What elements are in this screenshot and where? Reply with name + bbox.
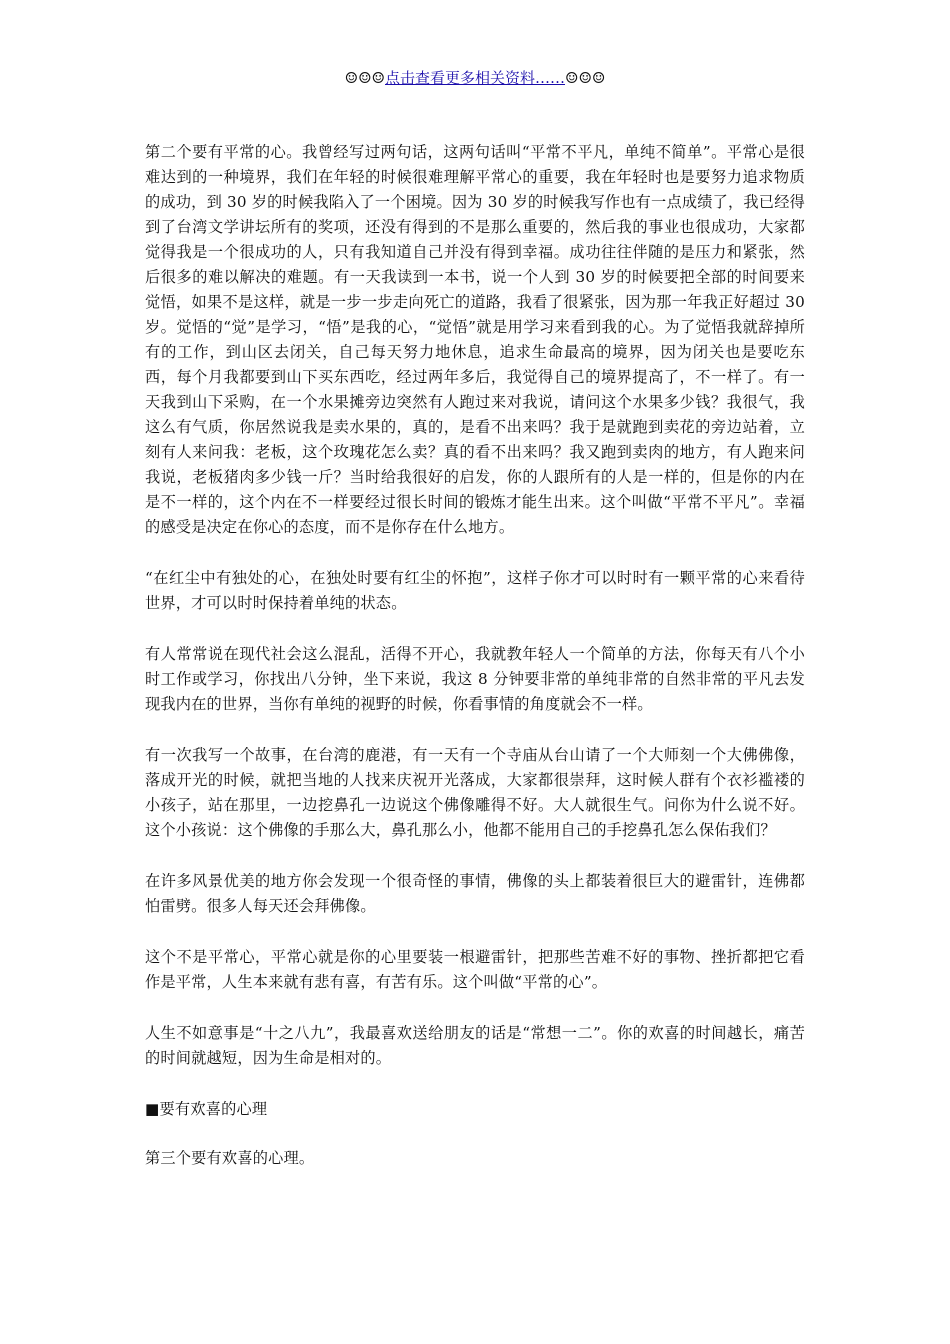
paragraph-ordinary-mind: 第二个要有平常的心。我曾经写过两句话，这两句话叫“平常不平凡，单纯不简单”。平常心是很难达到的一种境界，我们在年轻的时候很难理解平常心的重要，我在年轻时也是要努力追求物质的成功，到 30 岁的时候我陷入了一个困境。因为 30 岁的时候我写作也有一点成绩了，我已经得到了台湾文学讲坛所有的奖项，还没有得到的不是那么重要的，然后我的事业也很成功，大家都觉得我是一个很成功的人，只有我知道自己并没有得到幸福。成功往往伴随的是压力和紧张，然后很多的难以解决的难题。有一天我读到一本书，说一个人到 30 岁的时候要把全部的时间要来觉悟，如果不是这样，就是一步一步走向死亡的道路，我看了很紧张，因为那一年我正好超过 30 岁。觉悟的“觉”是学习，“悟”是我的心，“觉悟”就是用学习来看到我的心。为了觉悟我就辞掉所有的工作，到山区去闭关，自己每天努力地休息，追求生命最高的境界，因为闭关也是要吃东西，每个月我都要到山下买东西吃，经过两年多后，我觉得自己的境界提高了，不一样了。有一天我到山下采购，在一个水果摊旁边突然有人跑过来对我说，请问这个水果多少钱？我很气，我这么有气质，你居然说我是卖水果的，真的，是看不出来吗？我于是就跑到卖花的旁边站着，立刻有人来问我：老板，这个玫瑰花怎么卖？真的看不出来吗？我又跑到卖肉的地方，有人跑来问我说，老板猪肉多少钱一斤？当时给我很好的启发，你的人跟所有的人是一样的，但是你的内在是不一样的，这个内在不一样要经过很长时间的锻炼才能生出来。这个叫做“平常不平凡”。幸福的感受是决定在你心的态度，而不是你存在什么地方。	[145, 143, 805, 536]
more-resources-link[interactable]: 点击查看更多相关资料……	[384, 69, 565, 87]
paragraph-lightning-rod: 在许多风景优美的地方你会发现一个很奇怪的事情，佛像的头上都装着很巨大的避雷针，连佛都怕雷劈。很多人每天还会拜佛像。	[145, 872, 805, 915]
smiley-prefix: ☺☺☺	[344, 69, 385, 87]
header-link-row	[0, 67, 950, 89]
section-heading-joy: ■要有欢喜的心理	[145, 1100, 268, 1118]
paragraph-third-joy: 第三个要有欢喜的心理。	[145, 1149, 315, 1167]
paragraph-think-of-good: 人生不如意事是“十之八九”，我最喜欢送给朋友的话是“常想一二”。你的欢喜的时间越长，痛苦的时间就越短，因为生命是相对的。	[145, 1024, 805, 1067]
article-body	[145, 140, 805, 1197]
smiley-suffix: ☺☺☺	[565, 69, 606, 87]
paragraph-eight-minutes: 有人常常说在现代社会这么混乱，活得不开心，我就教年轻人一个简单的方法，你每天有八个小时工作或学习，你找出八分钟，坐下来说，我这 8 分钟要非常的单纯非常的自然非常的平凡去发现我内在的世界，当你有单纯的视野的时候，你看事情的角度就会不一样。	[145, 645, 805, 713]
paragraph-ordinary-heart: 这个不是平常心，平常心就是你的心里要装一根避雷针，把那些苦难不好的事物、挫折都把它看作是平常，人生本来就有悲有喜，有苦有乐。这个叫做“平常的心”。	[145, 948, 805, 991]
paragraph-solitude: “在红尘中有独处的心，在独处时要有红尘的怀抱”，这样子你才可以时时有一颗平常的心来看待世界，才可以时时保持着单纯的状态。	[145, 569, 805, 612]
paragraph-buddha-story: 有一次我写一个故事，在台湾的鹿港，有一天有一个寺庙从台山请了一个大师刻一个大佛佛像，落成开光的时候，就把当地的人找来庆祝开光落成，大家都很崇拜，这时候人群有个衣衫褴褛的小孩子，站在那里，一边挖鼻孔一边说这个佛像雕得不好。大人就很生气。问你为什么说不好。这个小孩说：这个佛像的手那么大，鼻孔那么小，他都不能用自己的手挖鼻孔怎么保佑我们？	[145, 746, 805, 839]
